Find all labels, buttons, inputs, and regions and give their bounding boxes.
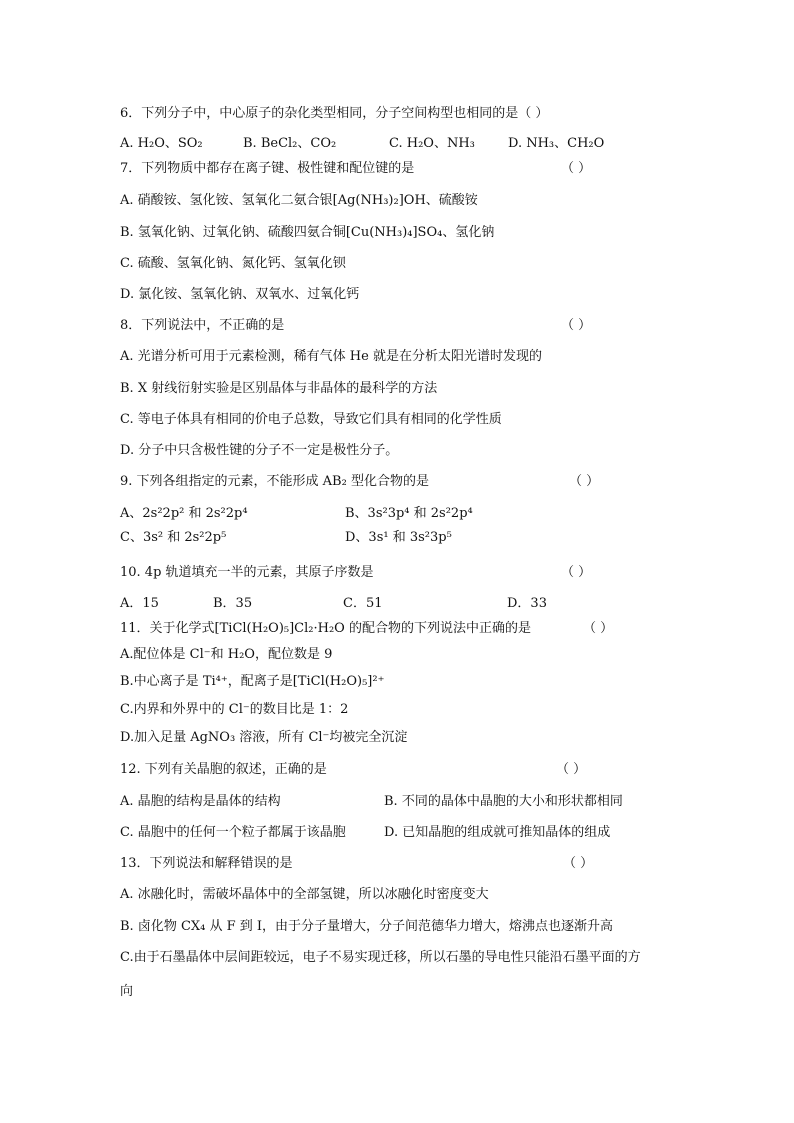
q13-option-c-cont: 向 [120,984,134,999]
q12-answer-paren: （ ） [556,762,587,777]
q13-stem: 13．下列说法和解释错误的是 [120,856,293,871]
q11-answer-paren: （ ） [583,621,614,636]
q6-option-a: A. H₂O、SO₂ [120,136,203,151]
q8-answer-paren: （ ） [561,318,592,333]
q12-option-c: C. 晶胞中的任何一个粒子都属于该晶胞 [120,825,346,840]
q11-stem: 11．关于化学式[TiCl(H₂O)₅]Cl₂·H₂O 的配合物的下列说法中正确的是 [120,621,531,636]
q10-stem: 10. 4p 轨道填充一半的元素，其原子序数是 [120,565,374,580]
q8-option-d: D. 分子中只含极性键的分子不一定是极性分子。 [120,443,399,458]
q9-option-a: A、2s²2p² 和 2s²2p⁴ [120,506,248,521]
q8-option-b: B. X 射线衍射实验是区别晶体与非晶体的最科学的方法 [120,381,438,396]
q6-stem: 6．下列分子中，中心原子的杂化类型相同，分子空间构型也相同的是（ ） [120,106,549,121]
q10-answer-paren: （ ） [561,565,592,580]
q9-stem: 9. 下列各组指定的元素，不能形成 AB₂ 型化合物的是 [120,474,429,489]
q12-option-d: D. 已知晶胞的组成就可推知晶体的组成 [384,825,611,840]
q6-option-c: C. H₂O、NH₃ [389,136,475,151]
q8-option-a: A. 光谱分析可用于元素检测，稀有气体 He 就是在分析太阳光谱时发现的 [120,349,542,364]
q13-option-c: C.由于石墨晶体中层间距较远，电子不易实现迁移，所以石墨的导电性只能沿石墨平面的方 [120,950,641,965]
q10-option-d: D．33 [507,596,547,611]
q7-answer-paren: （ ） [561,161,592,176]
q12-option-b: B. 不同的晶体中晶胞的大小和形状都相同 [384,794,623,809]
q9-answer-paren: （ ） [569,474,600,489]
q12-stem: 12. 下列有关晶胞的叙述，正确的是 [120,762,327,777]
q7-option-a: A. 硝酸铵、氢化铵、氢氧化二氨合银[Ag(NH₃)₂]OH、硫酸铵 [120,193,478,208]
q9-option-d: D、3s¹ 和 3s²3p⁵ [345,530,452,545]
q13-option-b: B. 卤化物 CX₄ 从 F 到 I，由于分子量增大，分子间范德华力增大，熔沸点也逐渐升高 [120,919,614,934]
q11-option-a: A.配位体是 Cl⁻和 H₂O，配位数是 9 [120,647,333,662]
q13-option-a: A. 冰融化时，需破坏晶体中的全部氢键，所以冰融化时密度变大 [120,887,489,902]
q7-option-b: B. 氢氧化钠、过氧化钠、硫酸四氨合铜[Cu(NH₃)₄]SO₄、氢化钠 [120,225,495,240]
q7-option-c: C. 硫酸、氢氧化钠、氮化钙、氢氧化钡 [120,256,346,271]
q7-option-d: D. 氯化铵、氢氧化钠、双氧水、过氧化钙 [120,287,360,302]
q10-option-a: A．15 [120,596,159,611]
q8-stem: 8．下列说法中，不正确的是 [120,318,285,333]
q9-option-b: B、3s²3p⁴ 和 2s²2p⁴ [345,506,473,521]
q9-option-c: C、3s² 和 2s²2p⁵ [120,530,227,545]
q12-option-a: A. 晶胞的结构是晶体的结构 [120,794,281,809]
q6-option-d: D. NH₃、CH₂O [508,136,605,151]
q8-option-c: C. 等电子体具有相同的价电子总数，导致它们具有相同的化学性质 [120,412,502,427]
q6-option-b: B. BeCl₂、CO₂ [243,136,337,151]
q11-option-d: D.加入足量 AgNO₃ 溶液，所有 Cl⁻均被完全沉淀 [120,730,408,745]
q11-option-c: C.内界和外界中的 Cl⁻的数目比是 1：2 [120,702,349,717]
q11-option-b: B.中心离子是 Ti⁴⁺，配离子是[TiCl(H₂O)₅]²⁺ [120,674,385,689]
q10-option-c: C．51 [343,596,383,611]
q10-option-b: B．35 [213,596,253,611]
q7-stem: 7．下列物质中都存在离子键、极性键和配位键的是 [120,161,415,176]
q13-answer-paren: （ ） [563,856,594,871]
